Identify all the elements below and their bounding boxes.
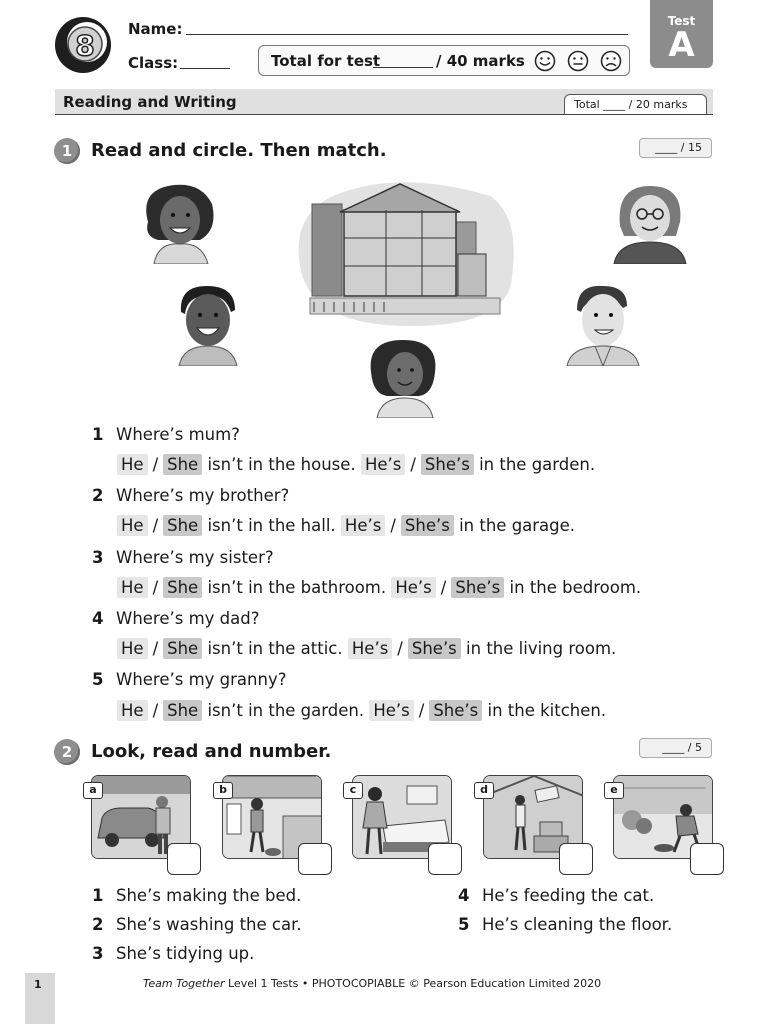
option-she[interactable]: She [163,638,202,659]
question-text: Where’s my sister? [116,548,274,567]
sentence-end: in the living room. [466,639,617,658]
section-total-box: Total ____ / 20 marks [564,94,707,114]
ex2-sentence-1 [92,886,301,905]
faces-rating [533,50,627,72]
sentence-text: She’s making the bed. [116,886,302,905]
sentence-middle: isn’t in the attic. [207,639,343,658]
ex2-sentence-3 [92,944,254,963]
sentence-number: 1 [92,886,104,905]
option-hes[interactable]: He’s [391,577,435,598]
question-text: Where’s mum? [116,425,240,444]
ex1-answer-2 [117,516,575,535]
option-she[interactable]: She [163,577,202,598]
option-shes[interactable]: She’s [421,454,474,475]
total-max: / 40 marks [436,52,525,70]
option-she[interactable]: She [163,454,202,475]
sentence-middle: isn’t in the bathroom. [207,578,387,597]
sad-face-icon[interactable] [602,52,621,71]
option-hes[interactable]: He’s [341,515,385,536]
ex1-answer-1 [117,455,595,474]
picture-a-answer-box[interactable] [167,843,201,875]
exercise-2-score-box[interactable]: ____ / 5 [639,738,712,758]
option-separator: / [152,639,159,658]
option-he[interactable]: He [117,700,148,721]
sentence-middle: isn’t in the house. [207,455,356,474]
option-she[interactable]: She [163,515,202,536]
sentence-number: 4 [458,886,470,905]
ex2-sentence-4 [458,886,654,905]
mum-portrait [138,182,218,264]
exercise-1-title: Read and circle. Then match. [91,140,387,161]
ex1-question-2 [92,486,289,505]
class-label: Class: [128,54,179,72]
sister-portrait [367,338,439,418]
house-picture [290,176,516,328]
ex1-question-1 [92,425,240,444]
sentence-text: She’s washing the car. [116,915,302,934]
unit-number-badge [54,16,112,74]
option-he[interactable]: He [117,454,148,475]
picture-c-label: c [343,782,363,799]
ex1-question-4 [92,609,259,628]
option-separator: / [152,516,159,535]
option-separator: / [410,455,416,474]
option-separator: / [152,455,159,474]
option-separator: / [390,516,396,535]
happy-face-icon[interactable] [536,52,555,71]
picture-d-label: d [474,782,494,799]
question-text: Where’s my dad? [116,609,260,628]
option-shes[interactable]: She’s [408,638,461,659]
sentence-middle: isn’t in the hall. [207,516,336,535]
total-label: Total for test [271,52,381,70]
option-he[interactable]: He [117,638,148,659]
sentence-number: 3 [92,944,104,963]
option-shes[interactable]: She’s [451,577,504,598]
question-number: 3 [92,548,104,567]
option-separator: / [440,578,447,597]
option-hes[interactable]: He’s [348,638,392,659]
option-separator: / [418,701,425,720]
total-score-field[interactable] [373,67,433,68]
sentence-text: He’s cleaning the floor. [482,915,673,934]
sentence-end: in the bedroom. [509,578,642,597]
sentence-end: in the kitchen. [487,701,607,720]
sentence-end: in the garden. [479,455,596,474]
picture-c-answer-box[interactable] [428,843,462,875]
picture-b-label: b [213,782,233,799]
option-separator: / [152,578,159,597]
ex1-question-3 [92,548,274,567]
picture-e-label: e [604,782,624,799]
neutral-face-icon[interactable] [569,52,588,71]
granny-portrait [610,182,688,264]
ex1-answer-4 [117,639,616,658]
name-label: Name: [128,20,183,38]
ex2-sentence-2 [92,915,302,934]
sentence-text: He’s feeding the cat. [482,886,655,905]
question-text: Where’s my brother? [116,486,290,505]
picture-d-answer-box[interactable] [559,843,593,875]
sentence-number: 2 [92,915,104,934]
picture-a-label: a [83,782,103,799]
option-he[interactable]: He [117,577,148,598]
ex2-sentence-5 [458,915,672,934]
section-header [55,89,713,115]
exercise-1-number: 1 [54,138,80,164]
exercise-2-number: 2 [54,739,80,765]
name-field[interactable] [186,34,628,35]
dad-portrait [565,282,641,366]
question-text: Where’s my granny? [116,670,287,689]
class-field[interactable] [180,68,230,69]
test-total-box [258,45,630,76]
sentence-middle: isn’t in the garden. [207,701,365,720]
sentence-number: 5 [458,915,470,934]
option-separator: / [397,639,403,658]
footer-credits [143,977,601,990]
sentence-text: She’s tidying up. [116,944,255,963]
sentence-end: in the garage. [459,516,576,535]
test-word: Test [667,14,696,28]
unit-number: 8 [75,29,95,62]
option-hes[interactable]: He’s [361,454,405,475]
book-title: Team Together [143,977,225,990]
exercise-1-score-box[interactable]: ____ / 15 [639,138,712,158]
test-version-tab [650,0,713,68]
exercise-2-title: Look, read and number. [91,741,332,762]
question-number: 5 [92,670,104,689]
option-she[interactable]: She [163,700,202,721]
option-hes[interactable]: He’s [369,700,413,721]
page-number: 1 [25,973,55,1024]
brother-portrait [175,282,241,366]
option-he[interactable]: He [117,515,148,536]
test-letter: A [668,25,695,65]
ex1-answer-3 [117,578,641,597]
question-number: 1 [92,425,104,444]
picture-e-answer-box[interactable] [690,843,724,875]
option-shes[interactable]: She’s [401,515,454,536]
option-separator: / [152,701,159,720]
option-shes[interactable]: She’s [429,700,482,721]
ex1-answer-5 [117,701,606,720]
question-number: 4 [92,609,104,628]
question-number: 2 [92,486,104,505]
ex1-question-5 [92,670,286,689]
footer-rest: Level 1 Tests • PHOTOCOPIABLE © Pearson Education Limited 2020 [224,977,602,990]
picture-b-answer-box[interactable] [298,843,332,875]
section-title: Reading and Writing [63,93,237,111]
